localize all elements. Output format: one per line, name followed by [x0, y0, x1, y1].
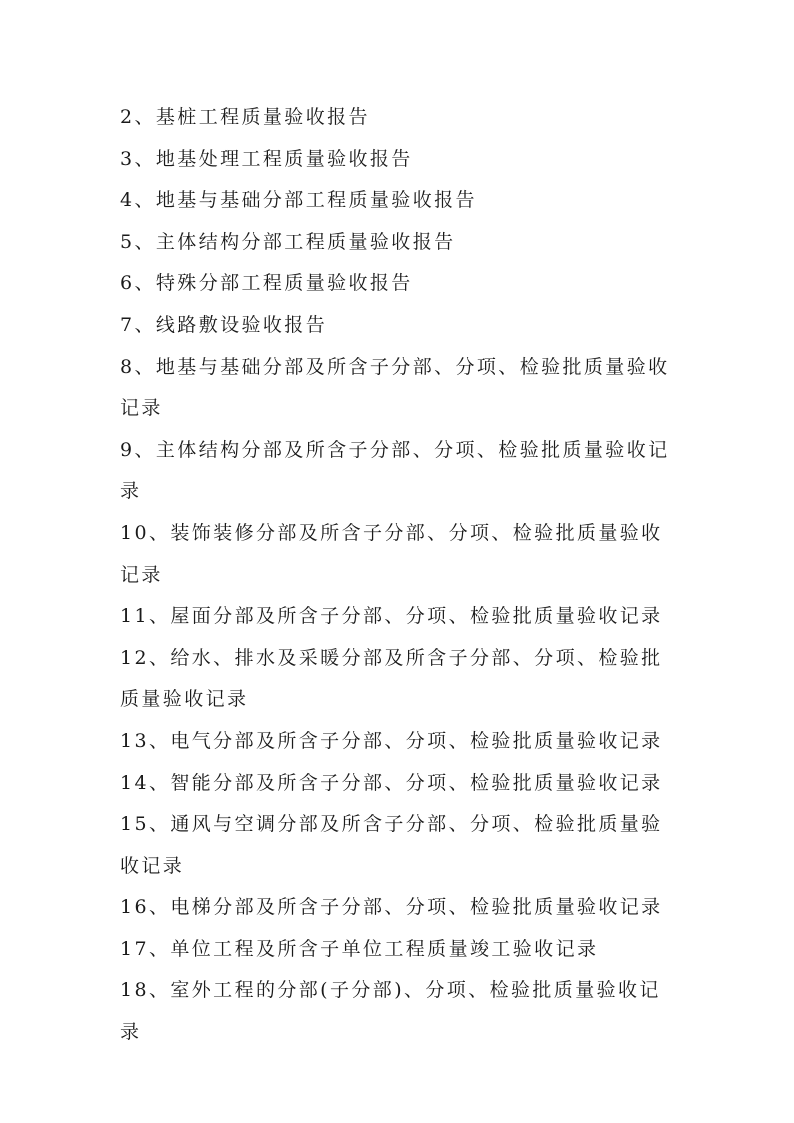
- document-page: [120, 97, 676, 1054]
- list-item-14: 14、智能分部及所含子分部、分项、检验批质量验收记录: [120, 771, 663, 794]
- list-item-7: 7、线路敷设验收报告: [120, 313, 328, 336]
- list-item-18: 18、室外工程的分部(子分部)、分项、检验批质量验收记录: [120, 979, 661, 1044]
- list-item-16: 16、电梯分部及所含子分部、分项、检验批质量验收记录: [120, 896, 663, 919]
- list-item-15: 15、通风与空调分部及所含子分部、分项、检验批质量验收记录: [120, 813, 663, 877]
- list-item-3: 3、地基处理工程质量验收报告: [120, 147, 413, 170]
- list-item-17: 17、单位工程及所含子单位工程质量竣工验收记录: [120, 937, 599, 960]
- list-item-6: 6、特殊分部工程质量验收报告: [120, 272, 413, 295]
- list-item-5: 5、主体结构分部工程质量验收报告: [120, 230, 456, 253]
- list-item-9: 9、主体结构分部及所含子分部、分项、检验批质量验收记录: [120, 438, 670, 503]
- list-item-11: 11、屋面分部及所含子分部、分项、检验批质量验收记录: [120, 605, 663, 628]
- list-item-4: 4、地基与基础分部工程质量验收报告: [120, 189, 477, 212]
- list-item-10: 10、装饰装修分部及所含子分部、分项、检验批质量验收记录: [120, 521, 663, 586]
- list-item-12: 12、给水、排水及采暖分部及所含子分部、分项、检验批质量验收记录: [120, 646, 663, 711]
- list-item-8: 8、地基与基础分部及所含子分部、分项、检验批质量验收记录: [120, 355, 670, 420]
- list-item-13: 13、电气分部及所含子分部、分项、检验批质量验收记录: [120, 729, 663, 752]
- list-item-2: 2、基桩工程质量验收报告: [120, 106, 370, 128]
